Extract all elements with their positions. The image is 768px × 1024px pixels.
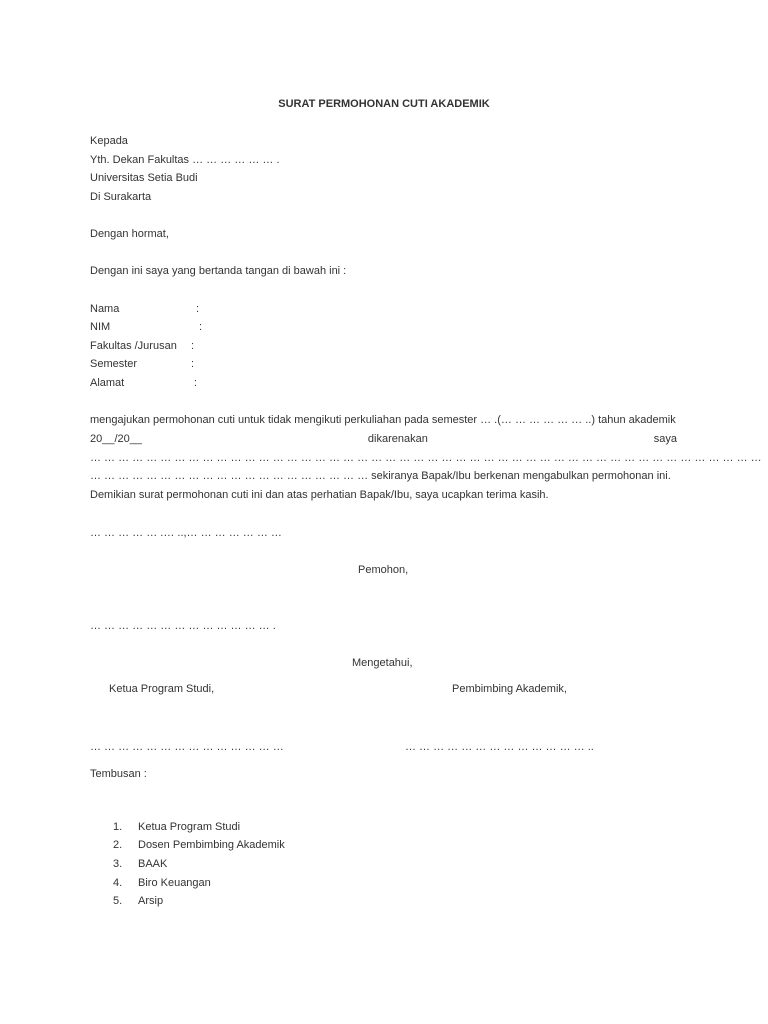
cc-item-number: 4. bbox=[113, 877, 123, 889]
place-date: … … … … … .… ..,… … … … … … … bbox=[90, 527, 282, 539]
recipient-line-1: Kepada bbox=[90, 135, 128, 147]
cc-item-text: Biro Keuangan bbox=[138, 877, 211, 889]
signer-left-line: … … … … … … … … … … … … … … bbox=[90, 741, 284, 753]
greeting: Dengan hormat, bbox=[90, 228, 169, 240]
cc-item-number: 5. bbox=[113, 895, 123, 907]
cc-item-text: BAAK bbox=[138, 858, 168, 870]
applicant-signature-line: … … … … … … … … … … … … … . bbox=[90, 620, 276, 632]
signer-right-line: … … … … … … … … … … … … … .. bbox=[405, 741, 594, 753]
body-line-5: Demikian surat permohonan cuti ini dan atas perhatian Bapak/Ibu, saya ucapkan terima kasih. bbox=[90, 489, 549, 501]
recipient-line-2: Yth. Dekan Fakultas … … … … … … . bbox=[90, 154, 280, 166]
body-line-2 bbox=[90, 432, 677, 446]
body-line-4: … … … … … … … … … … … … … … … … … … … … sekiranya Bapak/Ibu berkenan mengabulkan permohonan ini. bbox=[90, 470, 671, 482]
cc-item-text: Ketua Program Studi bbox=[138, 821, 241, 833]
recipient-line-4: Di Surakarta bbox=[90, 191, 152, 203]
intro-text: Dengan ini saya yang bertanda tangan di bawah ini : bbox=[90, 265, 347, 277]
signer-right-title: Pembimbing Akademik, bbox=[452, 683, 567, 695]
cc-item-number: 3. bbox=[113, 858, 123, 870]
recipient-line-3: Universitas Setia Budi bbox=[90, 172, 198, 184]
body-line-3: … … … … … … … … … … … … … … … … … … … … … … … … … … … … … … … … … … … … … … … … … … … … … … … … bbox=[90, 452, 762, 464]
cc-item bbox=[113, 876, 211, 890]
field-label-fakultas: Fakultas /Jurusan bbox=[90, 340, 177, 352]
cc-item-text: Dosen Pembimbing Akademik bbox=[138, 839, 285, 851]
acknowledged-label: Mengetahui, bbox=[352, 657, 413, 669]
applicant-label: Pemohon, bbox=[358, 564, 409, 576]
field-label-nim: NIM bbox=[90, 321, 111, 333]
cc-item-text: Arsip bbox=[138, 895, 164, 907]
body-line-1: mengajukan permohonan cuti untuk tidak mengikuti perkuliahan pada semester … .(… … … … … … ..) tahun akademik bbox=[90, 414, 676, 426]
cc-item-number: 1. bbox=[113, 821, 123, 833]
field-label-nama: Nama bbox=[90, 303, 120, 315]
cc-item bbox=[113, 857, 167, 871]
field-colon-nim: : bbox=[199, 321, 203, 333]
signer-left-title: Ketua Program Studi, bbox=[109, 683, 215, 695]
cc-label: Tembusan : bbox=[90, 768, 147, 780]
field-label-alamat: Alamat bbox=[90, 377, 125, 389]
field-colon-semester: : bbox=[191, 358, 195, 370]
cc-item bbox=[113, 838, 285, 852]
field-colon-alamat: : bbox=[194, 377, 198, 389]
field-colon-nama: : bbox=[196, 303, 200, 315]
academic-year: 20__/20__ bbox=[90, 433, 142, 445]
document-title: SURAT PERMOHONAN CUTI AKADEMIK bbox=[278, 98, 490, 110]
cc-item bbox=[113, 894, 163, 908]
body-word-saya: saya bbox=[653, 433, 677, 445]
reason-label: dikarenakan bbox=[367, 433, 428, 445]
field-label-semester: Semester bbox=[90, 358, 138, 370]
cc-item-number: 2. bbox=[113, 839, 123, 851]
field-colon-fakultas: : bbox=[191, 340, 195, 352]
cc-item bbox=[113, 820, 240, 834]
